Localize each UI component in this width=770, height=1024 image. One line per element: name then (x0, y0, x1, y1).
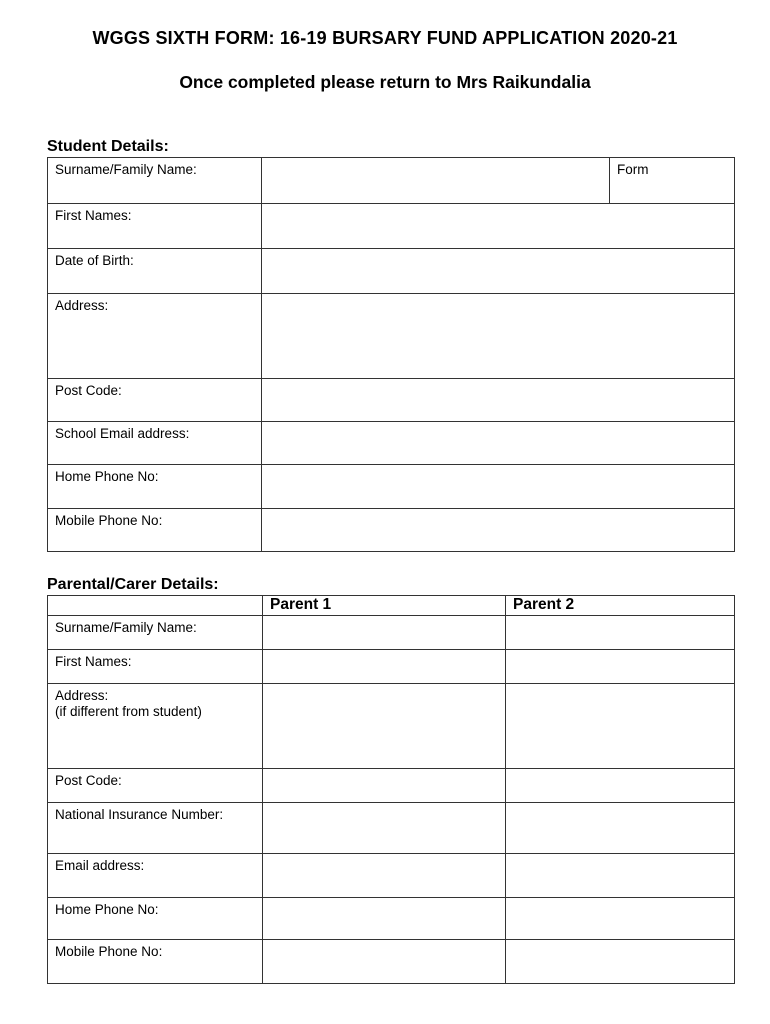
table-row (48, 422, 735, 465)
parent2-email-field[interactable] (506, 854, 735, 898)
surname-field[interactable] (262, 158, 610, 204)
header-blank-cell (48, 596, 263, 616)
parent1-first-names-field[interactable] (263, 650, 506, 684)
parent-ni-label: National Insurance Number: (48, 803, 263, 854)
dob-label: Date of Birth: (48, 249, 262, 294)
parent1-postcode-field[interactable] (263, 769, 506, 803)
parent1-address-field[interactable] (263, 684, 506, 769)
parent-email-label: Email address: (48, 854, 263, 898)
parent1-ni-field[interactable] (263, 803, 506, 854)
parent1-email-field[interactable] (263, 854, 506, 898)
parent-postcode-label: Post Code: (48, 769, 263, 803)
parent-first-names-label: First Names: (48, 650, 263, 684)
parent2-surname-field[interactable] (506, 616, 735, 650)
postcode-label: Post Code: (48, 379, 262, 422)
first-names-field[interactable] (262, 204, 735, 249)
table-row (48, 854, 735, 898)
surname-label: Surname/Family Name: (48, 158, 262, 204)
parent2-address-field[interactable] (506, 684, 735, 769)
table-row (48, 294, 735, 379)
mobile-phone-label: Mobile Phone No: (48, 509, 262, 552)
parent-address-note: (if different from student) (55, 704, 202, 719)
table-row (48, 616, 735, 650)
table-row (48, 803, 735, 854)
parent2-home-phone-field[interactable] (506, 898, 735, 940)
home-phone-label: Home Phone No: (48, 465, 262, 509)
table-row (48, 379, 735, 422)
table-row (48, 898, 735, 940)
dob-field[interactable] (262, 249, 735, 294)
parent1-home-phone-field[interactable] (263, 898, 506, 940)
parent-details-heading: Parental/Carer Details: (47, 576, 219, 593)
parent1-header: Parent 1 (263, 596, 506, 616)
parent-address-label: Address: (55, 688, 109, 703)
table-row (48, 596, 735, 616)
student-details-table (47, 157, 735, 552)
parent2-mobile-phone-field[interactable] (506, 940, 735, 984)
table-row (48, 509, 735, 552)
page-subtitle: Once completed please return to Mrs Raikundalia (179, 72, 591, 92)
student-details-heading: Student Details: (47, 138, 169, 155)
first-names-label: First Names: (48, 204, 262, 249)
parent-surname-label: Surname/Family Name: (48, 616, 263, 650)
parent-mobile-phone-label: Mobile Phone No: (48, 940, 263, 984)
parent-home-phone-label: Home Phone No: (48, 898, 263, 940)
table-row (48, 769, 735, 803)
table-row (48, 684, 735, 769)
parent1-mobile-phone-field[interactable] (263, 940, 506, 984)
form-field[interactable] (610, 158, 735, 204)
page-title: WGGS SIXTH FORM: 16-19 BURSARY FUND APPLICATION 2020-21 (92, 28, 678, 48)
home-phone-field[interactable] (262, 465, 735, 509)
parent2-first-names-field[interactable] (506, 650, 735, 684)
address-label: Address: (48, 294, 262, 379)
school-email-field[interactable] (262, 422, 735, 465)
school-email-label: School Email address: (48, 422, 262, 465)
parent2-postcode-field[interactable] (506, 769, 735, 803)
table-row (48, 940, 735, 984)
table-row (48, 650, 735, 684)
postcode-field[interactable] (262, 379, 735, 422)
parent2-ni-field[interactable] (506, 803, 735, 854)
parent2-header: Parent 2 (506, 596, 735, 616)
parent-address-label-cell (48, 684, 263, 769)
table-row (48, 249, 735, 294)
parent1-surname-field[interactable] (263, 616, 506, 650)
table-row (48, 465, 735, 509)
table-row (48, 204, 735, 249)
mobile-phone-field[interactable] (262, 509, 735, 552)
table-row (48, 158, 735, 204)
parent-details-table (47, 595, 735, 984)
address-field[interactable] (262, 294, 735, 379)
form-label: Form (617, 162, 649, 177)
